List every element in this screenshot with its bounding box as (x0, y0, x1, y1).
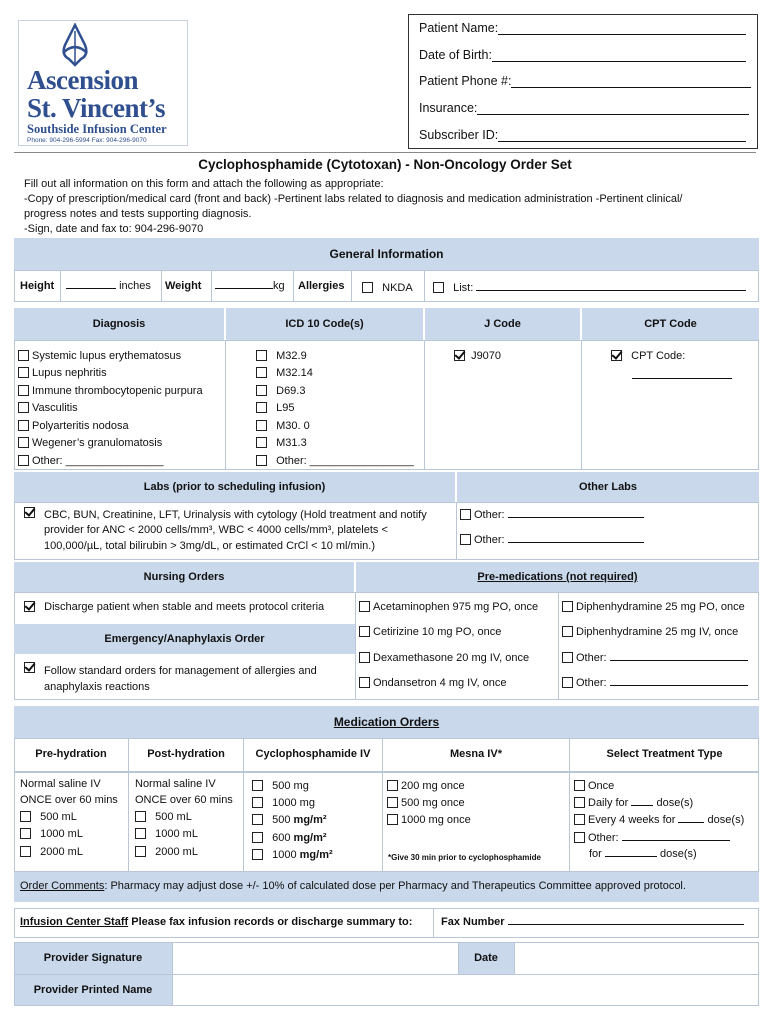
post-line2: ONCE over 60 mins (135, 794, 233, 806)
height-label: Height (20, 280, 55, 292)
logo-line2: St. Vincent’s (27, 93, 166, 123)
provider-signature-field[interactable] (174, 944, 456, 972)
premed-dexamethasone[interactable]: Dexamethasone 20 mg IV, once (359, 652, 529, 664)
premed-diphenhydramine-iv[interactable]: Diphenhydramine 25 mg IV, once (562, 626, 738, 638)
dx-polyarteritis[interactable]: Polyarteritis nodosa (18, 420, 129, 432)
post-line1: Normal saline IV (135, 778, 216, 790)
pre-1000[interactable]: 1000 mL (20, 828, 83, 840)
col-posthydration: Post-hydration (147, 748, 225, 760)
emergency-line1: Follow standard orders for management of allergies and (44, 665, 317, 677)
date-label: Date (474, 952, 498, 964)
pre-line1: Normal saline IV (20, 778, 101, 790)
logo (18, 20, 188, 146)
mesna-note: *Give 30 min prior to cyclophosphamide (388, 853, 541, 862)
allergy-list-field[interactable]: List: (433, 282, 746, 294)
pre-2000[interactable]: 2000 mL (20, 846, 83, 858)
icd-l95[interactable]: L95 (256, 402, 294, 414)
icd-m32-14[interactable]: M32.14 (256, 367, 313, 379)
patient-info-box (408, 14, 758, 149)
mesna-1000[interactable]: 1000 mg once (387, 814, 471, 826)
treatment-other[interactable]: Other: (574, 832, 730, 844)
nursing-heading: Nursing Orders (14, 562, 354, 592)
labs-cbc-checkbox[interactable] (24, 507, 38, 519)
dob-field[interactable]: Date of Birth: (419, 48, 746, 62)
labs-line3: 100,000/µL, total bilirubin > 3mg/dL, or estimated CrCl < 10 ml/min.) (44, 540, 375, 552)
col-mesna: Mesna IV* (450, 748, 502, 760)
cyclo-1000mg[interactable]: 1000 mg (252, 797, 315, 809)
col-prehydration: Pre-hydration (35, 748, 107, 760)
premed-diphenhydramine-po[interactable]: Diphenhydramine 25 mg PO, once (562, 601, 745, 613)
treatment-once[interactable]: Once (574, 780, 614, 792)
other-labs-heading: Other Labs (457, 472, 759, 502)
icd-m30-0[interactable]: M30. 0 (256, 420, 310, 432)
other-lab-2[interactable]: Other: (460, 534, 644, 546)
diagnosis-header: Diagnosis (14, 308, 224, 340)
dx-vasculitis[interactable]: Vasculitis (18, 402, 78, 414)
pre-500[interactable]: 500 mL (20, 811, 77, 823)
subscriber-id-field[interactable]: Subscriber ID: (419, 128, 746, 142)
logo-line1: Ascension (27, 65, 139, 95)
cyclo-500mgm2[interactable]: 500 mg/m² (252, 814, 327, 826)
ascension-cross-icon (55, 23, 95, 67)
treatment-other-doses[interactable]: for dose(s) (589, 848, 697, 860)
icd-m31-3[interactable]: M31.3 (256, 437, 307, 449)
icd-header: ICD 10 Code(s) (226, 308, 423, 340)
labs-line1: CBC, BUN, Creatinine, LFT, Urinalysis with cytology (Hold treatment and notify (44, 509, 427, 521)
post-1000[interactable]: 1000 mL (135, 828, 198, 840)
emergency-line2: anaphylaxis reactions (44, 681, 150, 693)
logo-line4: Phone: 904-296-5994 Fax: 904-296-9070 (27, 137, 147, 144)
dx-other[interactable]: Other: ________________ (18, 455, 164, 467)
discharge-order[interactable]: Discharge patient when stable and meets protocol criteria (24, 601, 324, 613)
cyclo-500mg[interactable]: 500 mg (252, 780, 309, 792)
provider-signature-label: Provider Signature (43, 952, 143, 964)
labs-heading: Labs (prior to scheduling infusion) (14, 472, 455, 502)
emergency-order-checkbox[interactable] (24, 662, 38, 674)
patient-phone-field[interactable]: Patient Phone #: (419, 74, 751, 88)
instructions: Fill out all information on this form and attach the following as appropriate: -Copy of prescription/medical card (front and back) -Pertinent labs related to diagnosis and medication administration -Pertinent clinical/ progress notes and tests supporting diagnosis. -Sign, date and fax to: 904-296-9070 (24, 178, 683, 235)
header-divider (14, 152, 756, 153)
cpt-code-field[interactable]: CPT Code: (611, 350, 685, 362)
jcode-header: J Code (425, 308, 580, 340)
dx-sle[interactable]: Systemic lupus erythematosus (18, 350, 181, 362)
staff-instruction: Infusion Center Staff Please fax infusion records or discharge summary to: (20, 916, 413, 928)
icd-d69-3[interactable]: D69.3 (256, 385, 305, 397)
medication-orders-heading: Medication Orders (14, 706, 759, 738)
general-info-heading: General Information (14, 238, 759, 270)
treatment-daily[interactable]: Daily for dose(s) (574, 797, 693, 809)
nkda-checkbox[interactable]: NKDA (362, 282, 413, 294)
post-500[interactable]: 500 mL (135, 811, 192, 823)
patient-name-field[interactable]: Patient Name: (419, 21, 746, 35)
post-2000[interactable]: 2000 mL (135, 846, 198, 858)
insurance-field[interactable]: Insurance: (419, 101, 749, 115)
premed-other-2[interactable]: Other: (562, 677, 748, 689)
page-title: Cyclophosphamide (Cytotoxan) - Non-Oncology Order Set (198, 157, 572, 172)
allergies-label: Allergies (298, 280, 345, 292)
fax-number-field[interactable]: Fax Number (441, 916, 744, 928)
icd-m32-9[interactable]: M32.9 (256, 350, 307, 362)
labs-line2: provider for ANC < 2000 cells/mm³, WBC < 4000 cells/mm³, platelets < (44, 524, 388, 536)
provider-printed-name-label: Provider Printed Name (33, 984, 153, 996)
jcode-j9070[interactable]: J9070 (454, 350, 501, 362)
icd-other[interactable]: Other: _________________ (256, 455, 414, 467)
pre-line2: ONCE over 60 mins (20, 794, 118, 806)
cyclo-1000mgm2[interactable]: 1000 mg/m² (252, 849, 333, 861)
cpt-header: CPT Code (582, 308, 759, 340)
dx-wegeners[interactable]: Wegener’s granulomatosis (18, 437, 162, 449)
order-comments: Order Comments: Pharmacy may adjust dose +/- 10% of calculated dose per Pharmacy and Therapeutics Committee approved protocol. (20, 880, 686, 892)
col-treatment-type: Select Treatment Type (606, 748, 723, 760)
premed-cetirizine[interactable]: Cetirizine 10 mg PO, once (359, 626, 501, 638)
dx-itp[interactable]: Immune thrombocytopenic purpura (18, 385, 203, 397)
emergency-heading: Emergency/Anaphylaxis Order (14, 624, 355, 654)
premed-other-1[interactable]: Other: (562, 652, 748, 664)
logo-line3: Southside Infusion Center (27, 122, 167, 136)
weight-label: Weight (165, 280, 202, 292)
premeds-heading: Pre-medications (not required) (356, 562, 759, 592)
premed-ondansetron[interactable]: Ondansetron 4 mg IV, once (359, 677, 507, 689)
cyclo-600mgm2[interactable]: 600 mg/m² (252, 832, 327, 844)
mesna-500[interactable]: 500 mg once (387, 797, 465, 809)
premed-acetaminophen[interactable]: Acetaminophen 975 mg PO, once (359, 601, 538, 613)
col-cyclophosphamide: Cyclophosphamide IV (255, 748, 371, 760)
treatment-every4weeks[interactable]: Every 4 weeks for dose(s) (574, 814, 744, 826)
other-lab-1[interactable]: Other: (460, 509, 644, 521)
dx-lupus-nephritis[interactable]: Lupus nephritis (18, 367, 107, 379)
cpt-blank[interactable] (632, 378, 732, 379)
date-field[interactable] (516, 944, 757, 972)
provider-printed-name-field[interactable] (174, 976, 757, 1004)
weight-field[interactable]: kg (215, 280, 285, 292)
height-field[interactable]: inches (66, 280, 151, 292)
mesna-200[interactable]: 200 mg once (387, 780, 465, 792)
